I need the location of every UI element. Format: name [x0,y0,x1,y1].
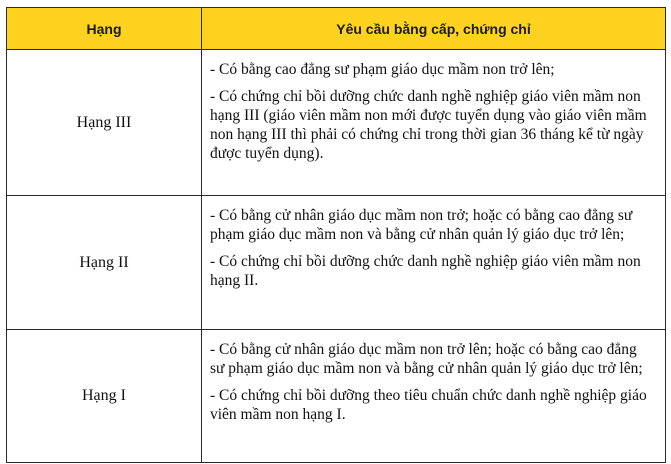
requirement-item: - Có bằng cử nhân giáo dục mầm non trở lên; hoặc có bằng cao đẳng sư phạm giáo dục mầm non và bằng cử nhân quản lý giáo dục trở lên; [210,341,643,377]
rank-cell: Hạng III [7,50,202,195]
requirement-item: - Có chứng chỉ bồi dưỡng theo tiêu chuẩn chức danh nghề nghiệp giáo viên mầm non hạng I. [210,387,647,423]
table-row [7,50,665,196]
requirement-item: - Có bằng cử nhân giáo dục mầm non trở; hoặc có bằng cao đẳng sư phạm giáo dục mầm non và bằng cử nhân quản lý giáo dục trở lên; [210,207,633,243]
rank-cell: Hạng II [7,196,202,329]
table-row [7,330,665,462]
rank-cell: Hạng I [7,330,202,462]
requirements-cell [202,50,665,195]
requirement-item: - Có bằng cao đẳng sư phạm giáo dục mầm non trở lên; [210,61,555,78]
requirement-item: - Có chứng chỉ bồi dưỡng chức danh nghề nghiệp giáo viên mầm non hạng II. [210,253,641,289]
requirements-table [6,7,666,463]
header-rank: Hạng [7,8,202,49]
table-header-row [7,8,665,50]
requirements-cell [202,196,665,329]
table-row [7,196,665,330]
header-requirements: Yêu cầu bằng cấp, chứng chỉ [336,20,531,37]
requirements-cell [202,330,665,462]
requirement-item: - Có chứng chỉ bồi dưỡng chức danh nghề nghiệp giáo viên mầm non hạng III (giáo viên mầm non mới được tuyển dụng vào giáo viên mầm non hạng III thì phải có chứng chỉ trong thời gian 36 tháng kể từ ngày được tuyển dụng). [210,88,647,162]
